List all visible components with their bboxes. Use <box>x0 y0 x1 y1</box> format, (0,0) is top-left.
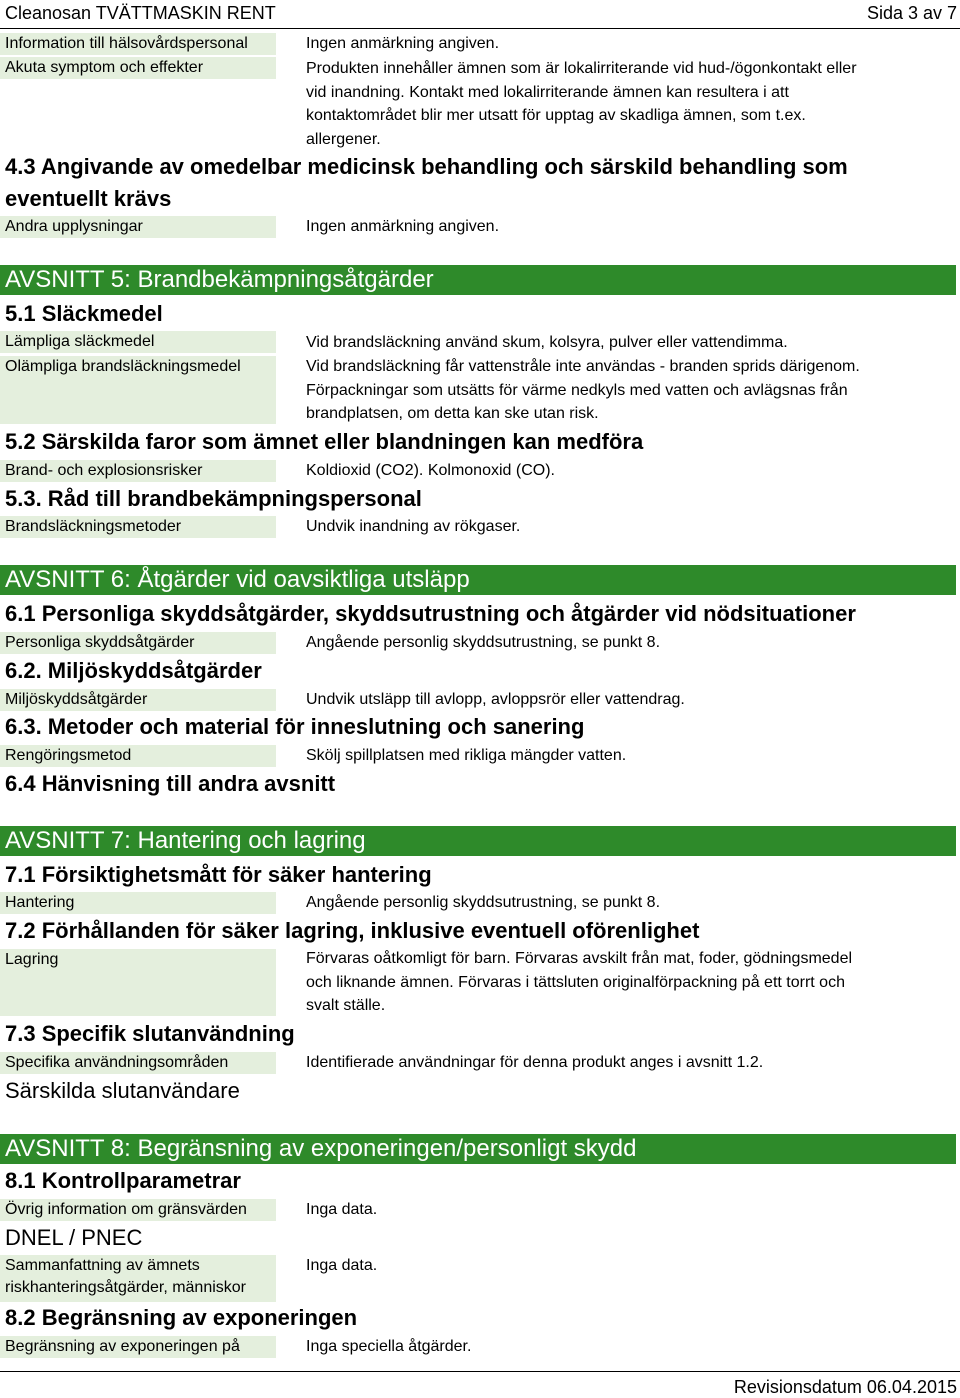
heading-5-1: 5.1 Släckmedel <box>5 301 163 326</box>
label-personal-protection: Personliga skyddsåtgärder <box>0 632 276 654</box>
label-cleaning-method: Rengöringsmetod <box>0 745 276 767</box>
label-firefighting-methods: Brandsläckningsmetoder <box>0 516 276 538</box>
value-personal-protection: Angående personlig skyddsutrustning, se punkt 8. <box>306 634 661 651</box>
value-environmental-protection: Undvik utsläpp till avlopp, avloppsrör eller vattendrag. <box>306 691 685 708</box>
label-handling: Hantering <box>0 892 276 914</box>
heading-4-3-line2: eventuellt krävs <box>5 186 172 211</box>
text-line: och liknande ämnen. Förvaras i tättsluten originalförpackning på ett torrt och <box>306 973 845 991</box>
text-line: Förvaras oåtkomligt för barn. Förvaras avskilt från mat, foder, gödningsmedel <box>306 950 853 967</box>
section-6-title: AVSNITT 6: Åtgärder vid oavsiktliga utsläpp <box>0 565 956 595</box>
heading-4-3-line1: 4.3 Angivande av omedelbar medicinsk behandling och särskild behandling som <box>5 154 848 179</box>
text-line: svalt ställe. <box>306 997 386 1015</box>
text-line: Förpackningar som utsätts för värme nedkyls med vatten och avlägsnas från <box>306 381 848 399</box>
text-line: kontaktområdet blir mer utsatt för upptag av skadliga ämnen, som t.ex. <box>306 107 806 125</box>
text-line: allergener. <box>306 130 381 148</box>
value-other-info: Ingen anmärkning angiven. <box>306 218 500 235</box>
heading-special-end-users: Särskilda slutanvändare <box>5 1078 240 1103</box>
text-line: Produkten innehåller ämnen som är lokalirriterande vid hud-/ögonkontakt eller <box>306 60 857 77</box>
section-5-title: AVSNITT 5: Brandbekämpningsåtgärder <box>0 265 956 295</box>
heading-5-2: 5.2 Särskilda faror som ämnet eller blandningen kan medföra <box>5 429 644 454</box>
text-line: Sammanfattning av ämnets <box>5 1257 200 1274</box>
footer-divider <box>0 1371 960 1372</box>
value-storage <box>306 947 852 1018</box>
value-limit-values-info: Inga data. <box>306 1201 378 1218</box>
value-acute-symptoms <box>306 57 857 151</box>
value-suitable-extinguishing: Vid brandsläckning använd skum, kolsyra, pulver eller vattendimma. <box>306 334 788 351</box>
value-fire-explosion-risks: Koldioxid (CO2). Kolmonoxid (CO). <box>306 462 555 479</box>
value-risk-management-summary: Inga data. <box>306 1257 378 1274</box>
label-storage: Lagring <box>0 949 276 1016</box>
label-other-info: Andra upplysningar <box>0 216 276 238</box>
label-exposure-limitation: Begränsning av exponeringen på <box>0 1336 276 1358</box>
heading-8-1: 8.1 Kontrollparametrar <box>5 1168 241 1193</box>
label-info-health-staff: Information till hälsovårdspersonal <box>0 33 276 55</box>
value-info-health-staff: Ingen anmärkning angiven. <box>306 35 500 52</box>
section-7-title: AVSNITT 7: Hantering och lagring <box>0 826 956 856</box>
revision-date: Revisionsdatum 06.04.2015 <box>733 1377 957 1397</box>
label-specific-uses: Specifika användningsområden <box>0 1052 276 1074</box>
label-environmental-protection: Miljöskyddsåtgärder <box>0 689 276 711</box>
heading-8-2: 8.2 Begränsning av exponeringen <box>5 1305 358 1330</box>
section-8-title: AVSNITT 8: Begränsning av exponeringen/personligt skydd <box>0 1134 956 1164</box>
heading-6-2: 6.2. Miljöskyddsåtgärder <box>5 658 262 683</box>
label-unsuitable-extinguishing: Olämpliga brandsläckningsmedel <box>0 356 276 424</box>
value-firefighting-methods: Undvik inandning av rökgaser. <box>306 518 521 535</box>
text-line: vid inandning. Kontakt med lokalirriterande ämnen kan resultera i att <box>306 83 789 101</box>
label-fire-explosion-risks: Brand- och explosionsrisker <box>0 460 276 482</box>
heading-6-1: 6.1 Personliga skyddsåtgärder, skyddsutrustning och åtgärder vid nödsituationer <box>5 601 856 626</box>
heading-5-3: 5.3. Råd till brandbekämpningspersonal <box>5 486 422 511</box>
label-limit-values-info: Övrig information om gränsvärden <box>0 1199 276 1221</box>
label-suitable-extinguishing: Lämpliga släckmedel <box>0 331 276 353</box>
label-risk-management-summary <box>0 1255 276 1302</box>
heading-dnel-pnec: DNEL / PNEC <box>5 1225 143 1250</box>
page-number: Sida 3 av 7 <box>866 3 957 23</box>
value-unsuitable-extinguishing <box>306 355 860 426</box>
value-cleaning-method: Skölj spillplatsen med rikliga mängder vatten. <box>306 747 627 764</box>
text-line: riskhanteringsåtgärder, människor <box>5 1279 247 1296</box>
value-specific-uses: Identifierade användningar för denna produkt anges i avsnitt 1.2. <box>306 1054 764 1071</box>
heading-6-4: 6.4 Hänvisning till andra avsnitt <box>5 771 336 796</box>
heading-7-1: 7.1 Försiktighetsmått för säker hantering <box>5 862 432 887</box>
label-acute-symptoms: Akuta symptom och effekter <box>0 57 276 79</box>
heading-7-2: 7.2 Förhållanden för säker lagring, inklusive eventuell oförenlighet <box>5 918 700 943</box>
text-line: Vid brandsläckning får vattenstråle inte användas - branden sprids därigenom. <box>306 358 860 375</box>
heading-7-3: 7.3 Specifik slutanvändning <box>5 1021 295 1046</box>
value-handling: Angående personlig skyddsutrustning, se punkt 8. <box>306 894 661 911</box>
document-title: Cleanosan TVÄTTMASKIN RENT <box>5 3 276 23</box>
text-line: brandplatsen, om detta kan ske utan risk. <box>306 405 599 423</box>
value-exposure-limitation: Inga speciella åtgärder. <box>306 1338 472 1355</box>
heading-6-3: 6.3. Metoder och material för inneslutning och sanering <box>5 714 585 739</box>
header-divider <box>0 28 960 29</box>
